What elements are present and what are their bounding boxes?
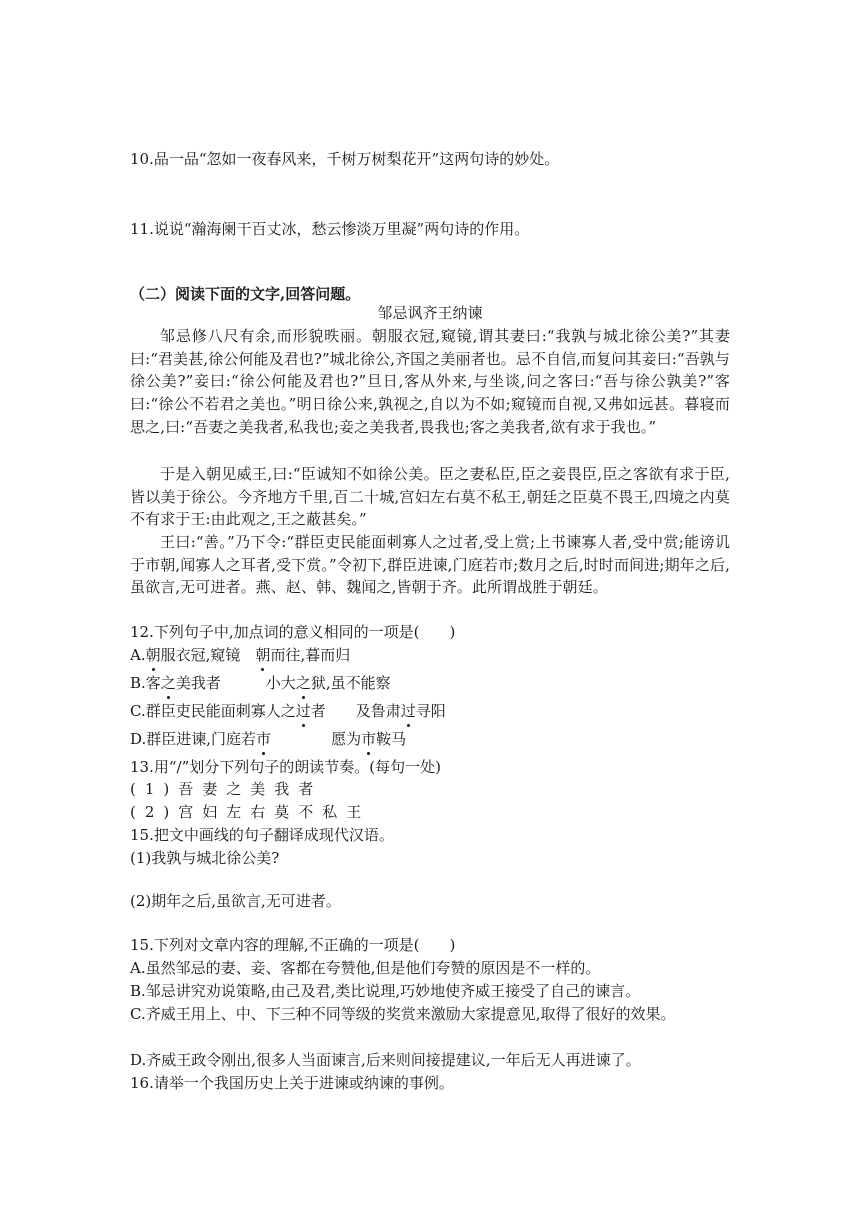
dotted-word: 朝	[145, 646, 161, 664]
option-gap	[240, 646, 255, 664]
dotted-word: 市	[256, 730, 272, 748]
option-compare: 及鲁肃	[355, 702, 401, 720]
question-11: 11.说说“瀚海阑干百丈冰，愁云惨淡万里凝”两句诗的作用。	[130, 220, 530, 238]
question-12-stem: 12.下列句子中,加点词的意义相同的一项是( )	[130, 623, 456, 641]
question-15a-stem: 15.把文中画线的句子翻译成现代汉语。	[130, 826, 394, 844]
option-a-text: 服衣冠,窥镜	[160, 646, 241, 664]
option-label: B.客	[130, 674, 161, 692]
passage-paragraph-1: 邹忌修八尺有余,而形貌昳丽。朝服衣冠,窥镜,谓其妻曰:“我孰与城北徐公美?”其妻曰:“君美甚,徐公何能及君也?”城北徐公,齐国之美丽者也。忌不自信,而复问其妾曰:“吾孰与徐公美?”妾曰:“徐公何能及君也?”旦日,客从外来,与坐谈,问之客曰:“吾与徐公孰美?”客曰:“徐公不若君之美也。”明日徐公来,孰视之,自以为不如;窥镜而自视,又弗如远甚。暮寝而思之,曰:“吾妻之美我者,私我也;妾之美我者,畏我也;客之美我者,欲有求于我也。”	[130, 327, 730, 436]
dotted-word: 之	[160, 674, 176, 692]
section-heading: （二）阅读下面的文字,回答问题。	[130, 285, 361, 303]
question-12-option-d	[130, 728, 406, 750]
question-10: 10.品一品“忽如一夜春风来，千树万树梨花开”这两句诗的妙处。	[130, 150, 560, 168]
question-15b-option-b: B.邹忌讲究劝说策略,由己及君,类比说理,巧妙地使齐威王接受了自己的谏言。	[130, 982, 641, 1000]
question-12-option-c	[130, 700, 446, 722]
option-compare-rest: 鞍马	[376, 730, 407, 748]
option-gap	[326, 702, 356, 720]
question-12-option-b	[130, 672, 391, 694]
question-15b-option-d: D.齐威王政令刚出,很多人当面谏言,后来则间接提建议,一年后无人再进谏了。	[130, 1051, 641, 1069]
option-a-compare: 而往,暮而归	[270, 646, 351, 664]
option-compare: 小大	[265, 674, 296, 692]
dotted-word: 之	[295, 674, 311, 692]
passage-title: 邹忌讽齐王纳谏	[377, 304, 483, 322]
option-gap	[221, 674, 266, 692]
dotted-word: 过	[400, 702, 416, 720]
option-compare: 愿为	[331, 730, 362, 748]
option-compare-rest: 狱,虽不能察	[310, 674, 391, 692]
passage-paragraph-2: 于是入朝见威王,曰:“臣诚知不如徐公美。臣之妻私臣,臣之妾畏臣,臣之客欲有求于臣,皆以美于徐公。今齐地方千里,百二十城,宫妇左右莫不私王,朝廷之臣莫不畏王,四境之内莫不有求于王:由此观之,王之蔽甚矣。”	[130, 465, 730, 529]
question-16-stem: 16.请举一个我国历史上关于进谏或纳谏的事例。	[130, 1074, 454, 1092]
option-text: 美我者	[175, 674, 221, 692]
question-15a-item-1: (1)我孰与城北徐公美?	[130, 849, 280, 867]
dotted-word: 过	[295, 702, 311, 720]
question-12-option-a	[130, 644, 350, 666]
question-13-item-1: (1)吾妻之美我者	[130, 780, 323, 798]
passage-paragraph-3: 王曰:“善。”乃下令:“群臣吏民能面刺寡人之过者,受上赏;上书谏寡人者,受中赏;能谤讥于市朝,闻寡人之耳者,受下赏。”令初下,群臣进谏,门庭若市;数月之后,时时而间进;期年之后,虽欲言,无可进者。燕、赵、韩、魏闻之,皆朝于齐。此所谓战胜于朝廷。	[130, 533, 730, 597]
option-label: D.群臣进谏,门庭若	[130, 730, 257, 748]
option-a-prefix: A.	[130, 646, 146, 664]
dotted-word: 朝	[255, 646, 271, 664]
option-gap	[271, 730, 331, 748]
option-compare-rest: 寻阳	[415, 702, 446, 720]
dotted-word: 市	[361, 730, 377, 748]
option-label: C.群臣吏民能面刺寡人之	[130, 702, 296, 720]
question-15b-option-a: A.虽然邹忌的妻、妾、客都在夸赞他,但是他们夸赞的原因是不一样的。	[130, 959, 601, 977]
question-15b-option-c: C.齐威王用上、中、下三种不同等级的奖赏来激励大家提意见,取得了很好的效果。	[130, 1005, 676, 1023]
question-13-item-2: (2)宫妇左右莫不私王	[130, 803, 371, 821]
question-15a-item-2: (2)期年之后,虽欲言,无可进者。	[130, 892, 341, 910]
option-text: 者	[310, 702, 326, 720]
question-13-stem: 13.用“/”划分下列句子的朗读节奏。(每句一处)	[130, 758, 441, 776]
question-15b-stem: 15.下列对文章内容的理解,不正确的一项是( )	[130, 936, 456, 954]
